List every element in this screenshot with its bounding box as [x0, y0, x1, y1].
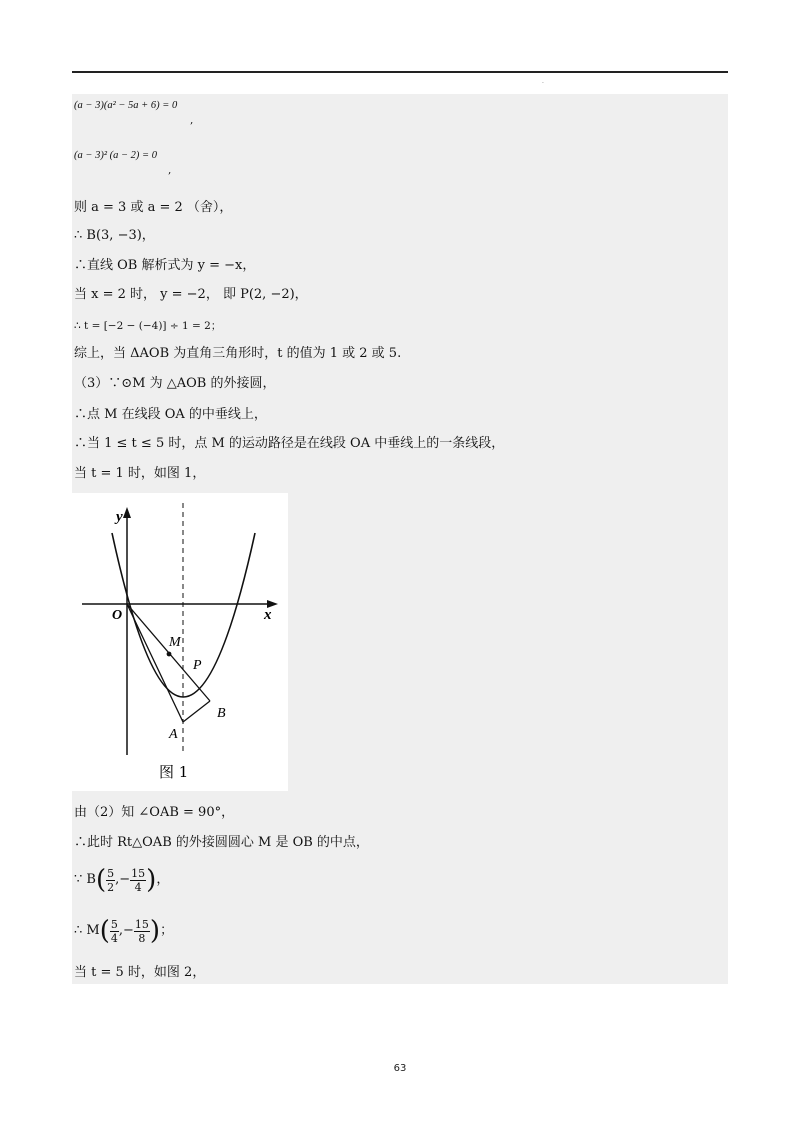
text-line-14: ∴此时 Rt△OAB 的外接圆圆心 M 是 OB 的中点， — [74, 835, 369, 850]
y-axis-arrow — [123, 507, 131, 518]
equation-text: (a − 3)(a² − 5a + 6) = 0 — [74, 100, 178, 111]
text-line-17: 当 t = 5 时，如图 2， — [74, 965, 206, 980]
figure-1 — [72, 493, 288, 791]
equation-line-2 — [74, 148, 157, 164]
text-line-7: ∴ t = [−2 − (−4)] ÷ 1 = 2； — [74, 320, 222, 332]
text-line-3: 则 a = 3 或 a = 2 （舍）， — [74, 200, 233, 215]
y-axis-label: y — [116, 509, 123, 525]
point-B-label: B — [217, 706, 226, 721]
text-line-4: ∴ B(3, −3)， — [74, 228, 155, 243]
text-line-9: （3）∵⊙M 为 △AOB 的外接圆， — [74, 376, 276, 391]
text-line-12: 当 t = 1 时，如图 1， — [74, 466, 206, 481]
point-A-label: A — [169, 727, 178, 742]
fraction-5-4: $\frac{5}{4}$ — [110, 917, 118, 945]
point-M-label: M — [169, 635, 181, 650]
fraction-5-2: $\frac{5}{2}$ — [107, 866, 115, 894]
text-line-13: 由（2）知 ∠OAB = 90°， — [74, 805, 235, 820]
text-line-6: 当 x = 2 时， y = −2， 即 P(2, −2)， — [74, 287, 308, 302]
x-axis-label: x — [264, 607, 272, 623]
text-line-15: ∵ B ( $\frac{5}{2}$ ,− $\frac{15}{4}$ ) ， — [74, 865, 170, 895]
header-mark: · — [542, 80, 544, 87]
segment-AB — [183, 701, 210, 722]
point-M-dot — [167, 652, 172, 657]
figure-caption: 图 1 — [159, 763, 189, 781]
text-line-11: ∴当 1 ≤ t ≤ 5 时，点 M 的运动路径是在线段 OA 中垂线上的一条线段， — [74, 436, 505, 451]
segment-OA — [127, 604, 183, 722]
text-line-8: 综上，当 ΔAOB 为直角三角形时，t 的值为 1 或 2 或 5. — [74, 346, 402, 361]
line-16-prefix: ∴ M — [74, 923, 100, 938]
equation-line-1 — [74, 98, 177, 114]
page-number: 63 — [393, 1063, 407, 1074]
equation-line-2-tail: , — [168, 164, 172, 176]
equation-text: (a − 3)² (a − 2) = 0 — [74, 150, 158, 161]
header-rule — [72, 71, 728, 73]
equation-line-1-tail: , — [190, 114, 194, 126]
line-15-prefix: ∵ B — [74, 872, 96, 887]
text-line-16: ∴ M ( $\frac{5}{4}$ ,− $\frac{15}{8}$ ) ； — [74, 916, 174, 946]
origin-label: O — [112, 608, 123, 623]
point-P-label: P — [193, 658, 202, 673]
text-line-10: ∴点 M 在线段 OA 的中垂线上， — [74, 407, 267, 422]
figure-1-graph — [72, 493, 288, 791]
fraction-15-8: $\frac{15}{8}$ — [134, 917, 149, 945]
fraction-15-4: $\frac{15}{4}$ — [131, 866, 146, 894]
text-line-5: ∴直线 OB 解析式为 y = −x， — [74, 258, 256, 273]
